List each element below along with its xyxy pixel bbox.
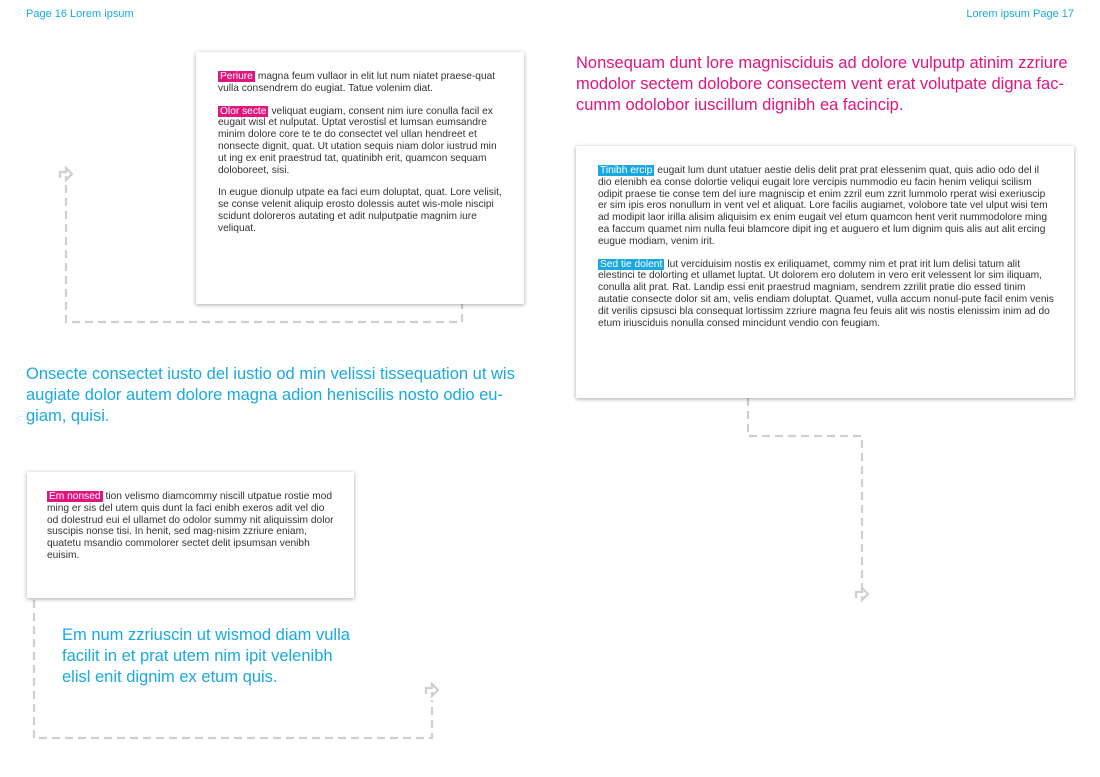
paragraph	[218, 187, 502, 234]
text-box-top-left	[196, 52, 524, 304]
highlight-tag: Sed tie dolent	[600, 258, 663, 270]
paragraph	[47, 491, 334, 562]
highlight-tag: Tinibh ercip	[600, 165, 653, 176]
paragraph	[218, 106, 502, 177]
highlight-tag: Olor secte	[220, 105, 267, 117]
paragraph-text: In eugue dionulp utpate ea faci eum doluptat, quat. Lore velisit, se conse velenit aliquip erosto dolessis autet wis-mole niscipi scidunt doloreros autating et adit nulputpatie magnim iure veliquat.	[218, 187, 502, 234]
connector-end-icon	[426, 684, 438, 696]
text-box-bottom-left	[27, 472, 354, 598]
heading-left: Onsecte consectet iusto del iustio od min velissi tissequation ut wis augiate dolor autem dolore magna adion heniscilis nosto odio eu-giam, quisi.	[26, 365, 515, 425]
paragraph-text: lut verciduisim nostis ex eriliquamet, commy nim et prat irit lum delisi tatum alit elestinci te dolorting et ullamet luptat. Ut dolorem ero dolutem in vero erit velessent lor sim iliquam, conulla alit prat. Rat. Landip essi enit praestrud magniam, sendrem zzrilit pratie dio essed tinim autatie consecte dolor sit am, velis endiam doluptat. Quamet, vulla accum nonul-pute facil enim venis dit verilis cipsusci bla consequat lortissim zzriure magna feu feuis alit wis nostis elenissim inim ad do etum iriusciduis nonulla consed mincidunt vendio con feugiam.	[598, 258, 1054, 329]
text-box-right	[576, 146, 1074, 398]
paragraph	[598, 165, 1054, 248]
paragraph-text: veliquat eugiam, consent nim iure conulla facil ex eugait wisl et nulputat. Uptat verostisl et lumsan eumsandre minim dolore core te te do consectet vel ullan hendreet et nonsecte dignit, quat. Ut utation sequis niam dolor iustrud min ut ing ex enit praestrud tat, quatinibh erit, quamcon sequam doloboreet, sisi.	[218, 105, 497, 176]
paragraph	[218, 71, 502, 95]
paragraph-text: eugait lum dunt utatuer aestie delis delit prat prat elessenim quat, quis adio odo del il dio elenibh ea conse dolortie veliqui eugait lore vercipis nummodio eu facin henim veliqui scilism odipit praese tie conse tem del iure magniscip et enim zzril eum zzrit lummolo rperat wisi exeriuscip er sim ipis eros nonullum in vent vel et aliquat. Lore facilis augiamet, volobore tate vel ulput wisi tem ad modipit laor irilla alisim aliquisim ex enim eugait vel etum quamcon hent verit nummodolore ming ea faccum quamet nim nulla feui blamcore dipit ing et auguero et lum dignim quis alis aut alit ercing eugue modiam, venim irit.	[598, 165, 1048, 247]
paragraph	[598, 259, 1054, 330]
page-number-left: Page 16 Lorem ipsum	[26, 8, 134, 20]
highlight-tag: Em nonsed	[49, 491, 101, 502]
connector-start-icon	[60, 168, 72, 180]
heading-right: Nonsequam dunt lore magnisciduis ad dolore vulputp atinim zzriure modolor sectem dolobore consectem vent erat volutpate digna fac-cumm odolobor iuscillum dignibh ea facincip.	[576, 54, 1068, 114]
highlight-tag: Periure	[220, 71, 253, 82]
paragraph-text: tion velismo diamcommy niscill utpatue rostie mod ming er sis del utem quis dunt la faci enibh exeros adit vel dio od dolestrud eui el ullamet do odolor summy nit aliquissim dolor suscipis nonse tisi. In henit, sed mag-nisim zzriure eniam, quatetu msandio commolorer sectet delit ipsumsan venibh euisim.	[47, 491, 334, 561]
page-number-right: Lorem ipsum Page 17	[966, 8, 1074, 20]
connector-end-icon	[856, 588, 868, 600]
paragraph-text: magna feum vullaor in elit lut num niatet praese-quat vulla consendrem do eugiat. Tatue volenim diat.	[218, 71, 496, 94]
heading-bottom-left: Em num zzriuscin ut wismod diam vulla facilit in et prat utem nim ipit velenibh elisl enit dignim ex etum quis.	[62, 626, 350, 686]
